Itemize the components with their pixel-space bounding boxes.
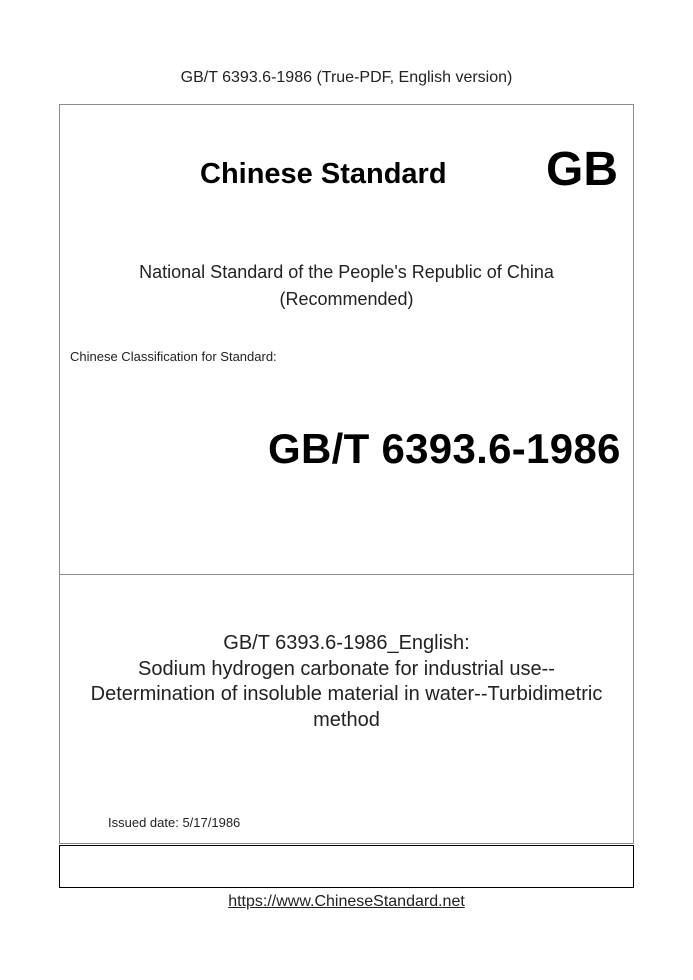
brand-title: Chinese Standard bbox=[200, 158, 447, 190]
standard-number: GB/T 6393.6-1986 bbox=[268, 425, 621, 472]
footer-frame bbox=[59, 845, 634, 888]
issued-date: Issued date: 5/17/1986 bbox=[108, 815, 241, 830]
page-header: GB/T 6393.6-1986 (True-PDF, English version) bbox=[180, 69, 513, 86]
document-title-line: Determination of insoluble material in water--Turbidimetric bbox=[90, 683, 603, 705]
document-title bbox=[59, 631, 634, 733]
document-title-line: method bbox=[313, 708, 380, 731]
classification-label: Chinese Classification for Standard: bbox=[70, 349, 277, 364]
document-title-line: GB/T 6393.6-1986_English: bbox=[223, 632, 470, 654]
document-title-line: Sodium hydrogen carbonate for industrial use-- bbox=[138, 657, 555, 680]
website-link[interactable]: https://www.ChineseStandard.net bbox=[228, 893, 465, 910]
brand-code: GB bbox=[546, 143, 618, 196]
national-standard-line: National Standard of the People's Republic of China bbox=[139, 262, 554, 282]
recommended-label: (Recommended) bbox=[279, 289, 414, 309]
section-divider bbox=[59, 574, 634, 575]
cover-frame bbox=[59, 104, 634, 844]
national-standard-heading bbox=[59, 259, 634, 313]
